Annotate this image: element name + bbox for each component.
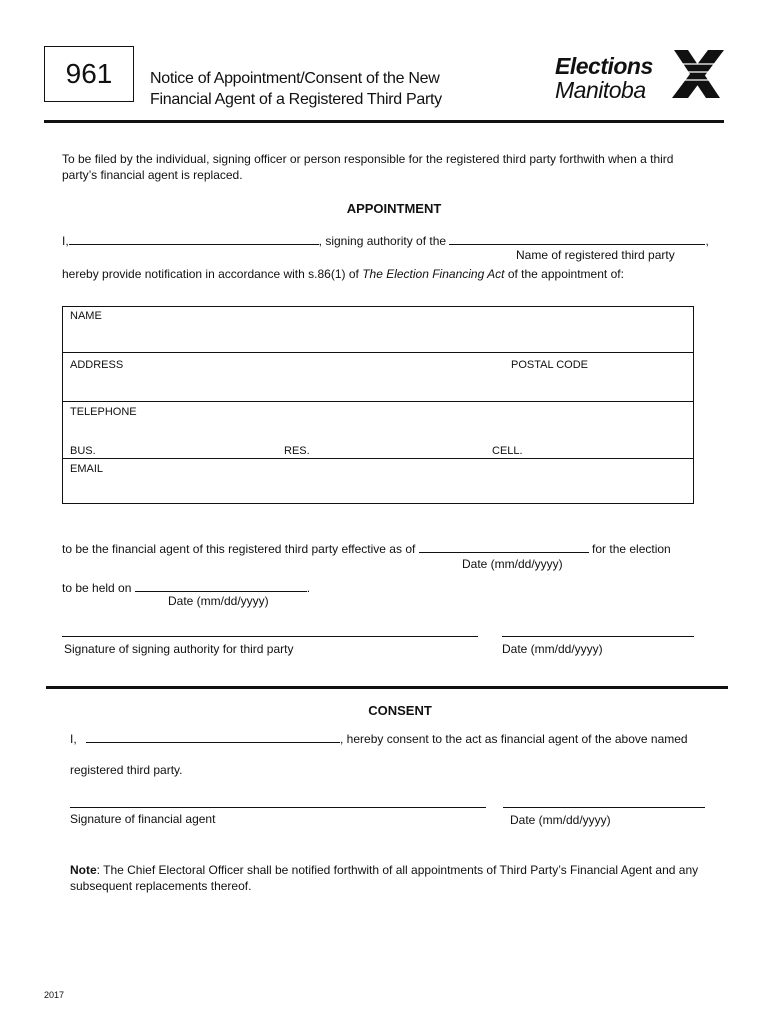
box-divider-1 — [62, 352, 694, 353]
form-title — [150, 68, 442, 110]
agent-signature-date-caption: Date (mm/dd/yyyy) — [510, 813, 611, 827]
intro-text — [62, 151, 673, 183]
appointment-heading: APPOINTMENT — [346, 201, 442, 216]
appointer-name-field[interactable] — [69, 233, 319, 245]
note-text1: : The Chief Electoral Officer shall be notified forthwith of all appointments of Third Party’s Financial Agent and any — [96, 863, 699, 877]
held-on-line — [62, 580, 310, 595]
footer-year: 2017 — [44, 990, 65, 1000]
intro-line1: To be filed by the individual, signing officer or person responsible for the registered third party forthwith when a third — [62, 152, 674, 166]
box-divider-3 — [62, 458, 694, 459]
authority-signature-field[interactable] — [62, 636, 478, 637]
form-title-line1: Notice of Appointment/Consent of the New — [150, 70, 440, 87]
name-caption: Name of registered third party — [516, 248, 675, 262]
notice-prefix: hereby provide notification in accordance with s.86(1) of — [62, 267, 359, 281]
telephone-label: TELEPHONE — [70, 406, 137, 418]
notice-suffix: of the appointment of: — [507, 267, 624, 281]
effective-text: to be the financial agent of this registered third party effective as of — [62, 542, 416, 556]
agent-details-box — [62, 306, 694, 504]
agent-signature-caption: Signature of financial agent — [70, 812, 216, 826]
header-rule — [44, 120, 724, 123]
i-prefix: I, — [62, 234, 69, 248]
name-field-label[interactable]: NAME — [70, 310, 102, 322]
election-date-caption: Date (mm/dd/yyyy) — [168, 594, 269, 608]
note — [70, 862, 698, 894]
email-field-label[interactable]: EMAIL — [70, 463, 104, 475]
signing-authority-text: , signing authority of the — [318, 234, 447, 248]
held-on-text: to be held on — [62, 581, 132, 595]
effective-date-field[interactable] — [419, 541, 589, 553]
consent-heading: CONSENT — [368, 703, 432, 718]
consent-line1 — [70, 731, 688, 746]
effective-date-caption: Date (mm/dd/yyyy) — [462, 557, 563, 571]
authority-signature-date-caption: Date (mm/dd/yyyy) — [502, 642, 603, 656]
authority-signature-date-field[interactable] — [502, 636, 694, 637]
election-date-field[interactable] — [135, 580, 307, 592]
logo-line1: Elections — [555, 53, 653, 79]
note-label: Note — [70, 863, 97, 877]
agent-signature-date-field[interactable] — [503, 807, 705, 808]
appointment-line1 — [62, 233, 709, 248]
res-phone-field-label[interactable]: RES. — [284, 445, 310, 457]
box-divider-2 — [62, 401, 694, 402]
consent-i-prefix: I, — [70, 732, 77, 746]
bus-phone-field-label[interactable]: BUS. — [70, 445, 96, 457]
form-title-line2: Financial Agent of a Registered Third Party — [150, 91, 442, 108]
effective-line — [62, 541, 671, 556]
postal-code-field-label[interactable]: POSTAL CODE — [511, 359, 589, 371]
section-rule — [46, 686, 728, 689]
third-party-name-field[interactable] — [449, 233, 705, 245]
logo-x-icon — [668, 50, 726, 98]
logo-line2: Manitoba — [555, 77, 646, 103]
agent-name-field[interactable] — [86, 731, 340, 743]
authority-signature-caption: Signature of signing authority for third party — [64, 642, 294, 656]
elections-manitoba-logo — [555, 54, 653, 102]
cell-phone-field-label[interactable]: CELL. — [492, 445, 523, 457]
notice-line — [62, 267, 624, 281]
for-election-text: for the election — [592, 542, 671, 556]
act-name: The Election Financing Act — [362, 267, 505, 281]
consent-text: , hereby consent to the act as financial agent of the above named — [340, 732, 688, 746]
period: . — [306, 581, 311, 595]
consent-line2: registered third party. — [70, 763, 183, 777]
comma: , — [705, 234, 709, 248]
form-number: 961 — [44, 46, 134, 102]
agent-signature-field[interactable] — [70, 807, 486, 808]
note-text2: subsequent replacements thereof. — [70, 879, 252, 893]
address-field-label[interactable]: ADDRESS — [70, 359, 124, 371]
intro-line2: party’s financial agent is replaced. — [62, 168, 243, 182]
